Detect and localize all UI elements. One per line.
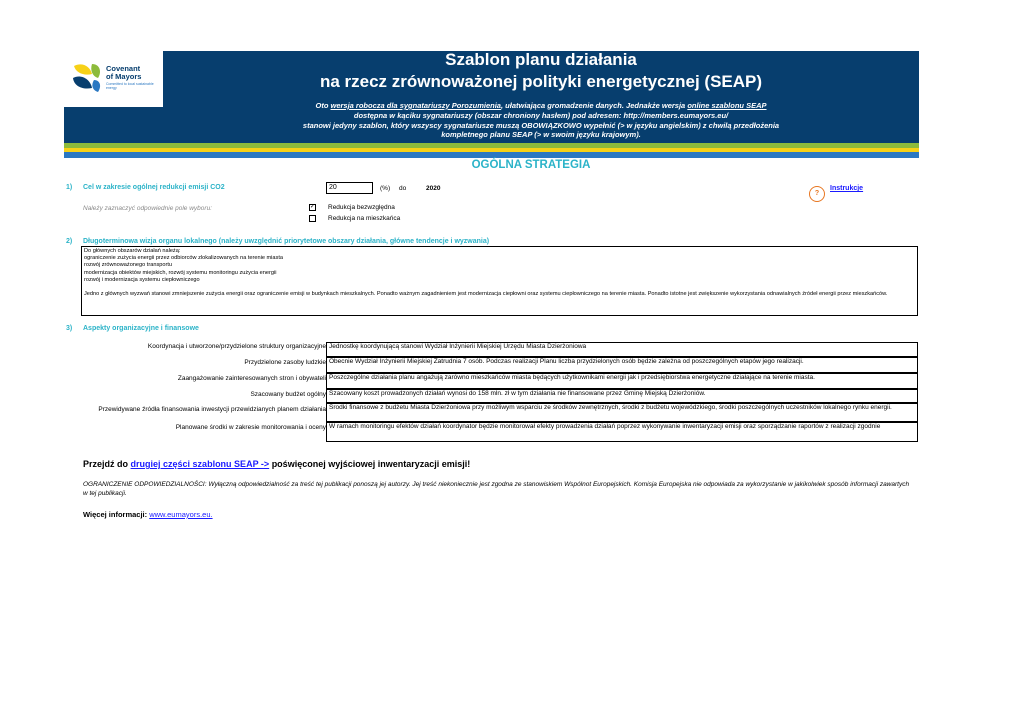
more-info-line <box>83 510 213 519</box>
next-part-line <box>83 459 470 469</box>
vision-line: rozwój zrównoważonego transportu <box>84 262 172 269</box>
next-part-link[interactable]: drugiej części szablonu SEAP -> <box>130 459 270 469</box>
vision-line: modernizacja obiektów miejskich, rozwój systemu monitoringu zużycia energii <box>84 269 277 276</box>
monitoring-field[interactable]: W ramach monitoringu efektów działań koordynator będzie monitorował efekty prowadzenia działań poprzez wykonywanie inwentaryzacji emisji oraz sporządzanie raportów z realizacji zgodnie <box>326 422 918 442</box>
monitoring-label: Planowane środki w zakresie monitorowania i oceny <box>175 424 326 431</box>
page-title-line2: na rzecz zrównoważonej polityki energetycznej (SEAP) <box>319 72 763 91</box>
section2-number: 2) <box>66 238 73 245</box>
to-label: do <box>399 185 407 192</box>
coordination-field[interactable]: Jednostkę koordynującą stanowi Wydział Inżynierii Miejskiej Urzędu Miasta Dzierżoniowa <box>326 342 918 357</box>
coordination-label: Koordynacja i utworzone/przydzielone struktury organizacyjne <box>147 343 326 350</box>
logo-name-2: of Mayors <box>106 72 142 81</box>
budget-label: Szacowany budżet ogólny <box>250 391 326 398</box>
stakeholders-field[interactable]: Poszczególne działania planu angażują zarówno mieszkańców miasta będących użytkownikami energii jak i przedsiębiorstwa energetyczne działające na terenie miasta. <box>326 373 918 389</box>
next-part-prefix: Przejdź do <box>83 459 129 469</box>
more-info-label: Więcej informacji: <box>83 510 148 519</box>
intro-line4: kompletnego planu SEAP (> w swoim języku krajowym). <box>441 130 641 139</box>
absolute-reduction-label: Redukcja bezwzględna <box>328 204 395 211</box>
covenant-logo <box>64 51 163 107</box>
header-stripe <box>64 107 163 143</box>
human-resources-field[interactable]: Obecnie Wydział Inżynierii Miejskiej Zatrudnia 7 osób. Podczas realizacji Planu liczba przydzielonych osób będzie zależna od poszczególnych etapów jego realizacji. <box>326 357 918 373</box>
disclaimer-text: OGRANICZENIE ODPOWIEDZIALNOŚCI: Wyłączną odpowiedzialność za treść tej publikacji ponoszą jej autorzy. Jej treść niekoniecznie jest zgodna ze stanowiskiem Wspólnot Europejskich. Komisja Europejska nie odpowiada za wykorzystanie w jakikolwiek sposób informacji zawartych w tej publikacji. <box>83 481 910 497</box>
intro-line2: dostępna w kąciku sygnatariuszy (obszar chroniony hasłem) pod adresem: http://members.eumayors.eu/ <box>353 111 729 120</box>
reduction-target-input[interactable]: 20 <box>326 182 373 194</box>
long-term-vision-textarea[interactable] <box>81 246 918 316</box>
intro-mid: , ułatwiająca gromadzenie danych. Jednakże wersja <box>500 101 686 110</box>
vision-line: rozwój i modernizacja systemu ciepłowniczego <box>84 276 200 283</box>
vision-line: Do głównych obszarów działań należą: <box>84 248 181 254</box>
section1-number: 1) <box>66 184 73 191</box>
intro-prefix: Oto <box>315 101 329 110</box>
section3-title: Aspekty organizacyjne i finansowe <box>83 325 199 332</box>
checkbox-hint: Należy zaznaczyć odpowiednie pole wyboru: <box>83 205 212 212</box>
target-year: 2020 <box>426 185 441 192</box>
stripe-blue <box>64 152 919 158</box>
next-part-suffix: poświęconej wyjściowej inwentaryzacji emisji! <box>271 459 471 469</box>
human-resources-label: Przydzielone zasoby ludzkie <box>244 359 326 366</box>
draft-version-link[interactable]: wersja robocza dla sygnatariuszy Porozumienia <box>330 101 501 110</box>
section-heading: OGÓLNA STRATEGIA <box>471 159 591 171</box>
section3-number: 3) <box>66 325 73 332</box>
eumayors-link[interactable]: www.eumayors.eu. <box>149 510 213 519</box>
help-icon[interactable]: ? <box>809 186 825 202</box>
budget-field[interactable]: Szacowany koszt prowadzonych działań wynosi do 158 mln. zł w tym działania nie finansowane przez Gminę Miejską Dzierżoniów. <box>326 389 918 403</box>
online-template-link[interactable]: online szablonu SEAP <box>687 101 767 110</box>
vision-paragraph: Jedno z głównych wyzwań stanowi zmniejszenie zużycia energii oraz ograniczenie emisji w budynkach mieszkalnych. Ponadto ważnym zagadnieniem jest modernizacja ciepłowni oraz systemu ciepłowniczego na terenie miasta. Ponadto istotne jest zwiększenie wykorzystania odnawialnych źródeł energii przez mieszkańców. <box>84 291 888 298</box>
percent-unit: (%) <box>380 185 391 192</box>
vision-line <box>84 284 915 291</box>
instructions-link[interactable]: Instrukcje <box>830 185 864 192</box>
logo-name-1: Covenant <box>106 64 141 73</box>
intro-line1 <box>163 101 919 110</box>
vision-line: ograniczenie zużycia energii przez odbiorców zlokalizowanych na terenie miasta <box>84 255 283 262</box>
intro-line3: stanowi jedyny szablon, który wszyscy sygnatariusze muszą OBOWIĄZKOWO wypełnić (> w języku angielskim) z chwilą przedłożenia <box>302 121 780 130</box>
per-capita-reduction-checkbox[interactable] <box>309 215 316 222</box>
financing-sources-label: Przewidywane źródła finansowania inwestycji przewidzianych planem działania <box>98 406 326 413</box>
logo-tagline: Committed to local sustainable energy <box>106 82 154 90</box>
section1-title: Cel w zakresie ogólnej redukcji emisji CO2 <box>83 184 225 191</box>
financing-sources-field[interactable]: Środki finansowe z budżetu Miasta Dzierżoniowa przy możliwym wsparciu ze środków zewnętrznych, środki z budżetu wojewódzkiego, środki poszczególnych uczestników lokalnego rynku energii. <box>326 403 918 422</box>
absolute-reduction-checkbox[interactable]: ✓ <box>310 204 316 210</box>
page-title-line1: Szablon planu działania <box>445 50 637 69</box>
per-capita-reduction-label: Redukcja na mieszkańca <box>328 215 401 222</box>
stakeholders-label: Zaangażowanie zainteresowanych stron i obywateli <box>177 375 326 382</box>
logo-leaf-icon <box>70 60 104 94</box>
section2-title: Długoterminowa wizja organu lokalnego (należy uwzględnić priorytetowe obszary działania, główne tendencje i wyzwania) <box>83 238 490 245</box>
